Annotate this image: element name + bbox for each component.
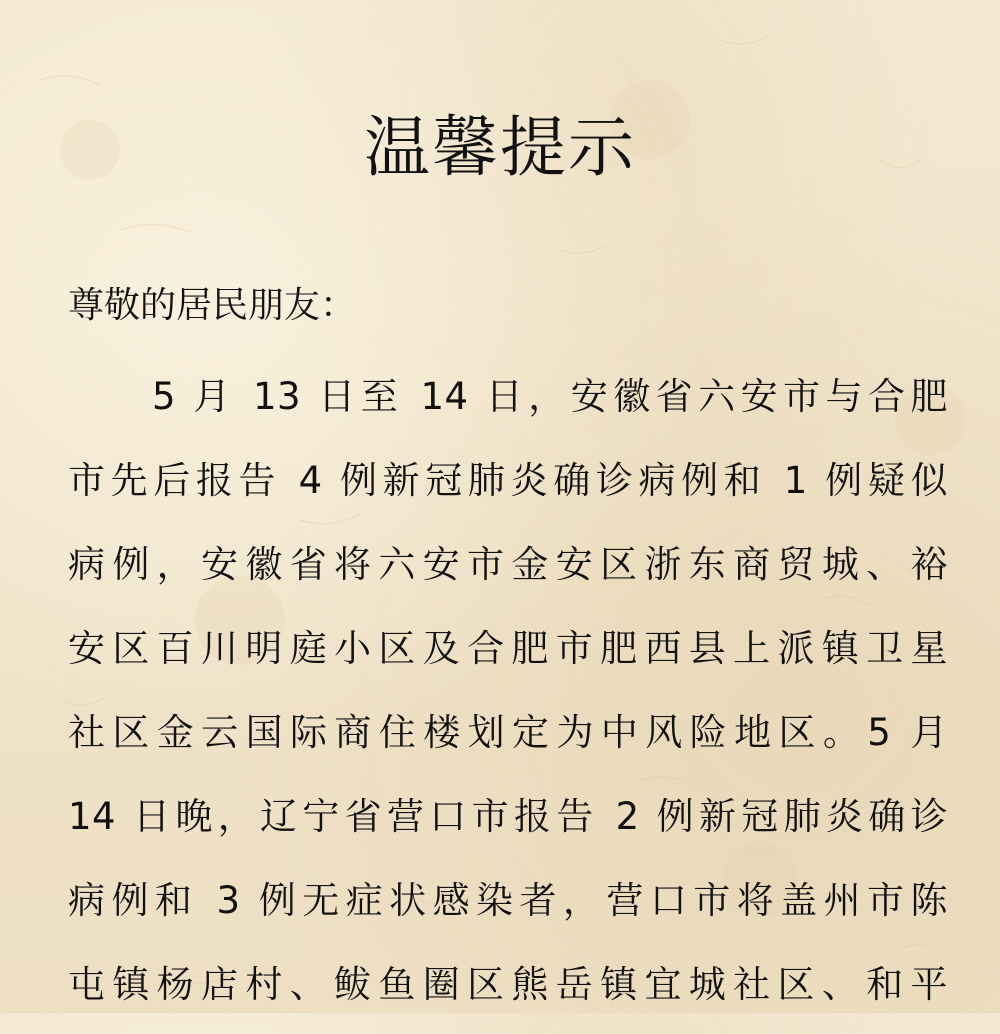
- body-line-6: 14 日晚，辽宁省营口市报告 2 例新冠肺炎确诊: [68, 795, 948, 838]
- body-line-8: 屯镇杨店村、鲅鱼圈区熊岳镇宜城社区、和平: [68, 963, 948, 1006]
- notice-title: 温馨提示: [364, 109, 636, 186]
- body-line-4: 安区百川明庭小区及合肥市肥西县上派镇卫星: [68, 627, 948, 670]
- body-line-7: 病例和 3 例无症状感染者，营口市将盖州市陈: [68, 879, 948, 922]
- body-line-2: 市先后报告 4 例新冠肺炎确诊病例和 1 例疑似: [68, 459, 948, 502]
- body-line-5: 社区金云国际商住楼划定为中风险地区。5 月: [68, 711, 948, 754]
- body-line-3: 病例，安徽省将六安市金安区浙东商贸城、裕: [68, 543, 948, 586]
- body-line-1: 5 月 13 日至 14 日，安徽省六安市与合肥: [152, 375, 948, 418]
- greeting-line: 尊敬的居民朋友：: [68, 285, 357, 326]
- notice-body: [68, 362, 948, 1034]
